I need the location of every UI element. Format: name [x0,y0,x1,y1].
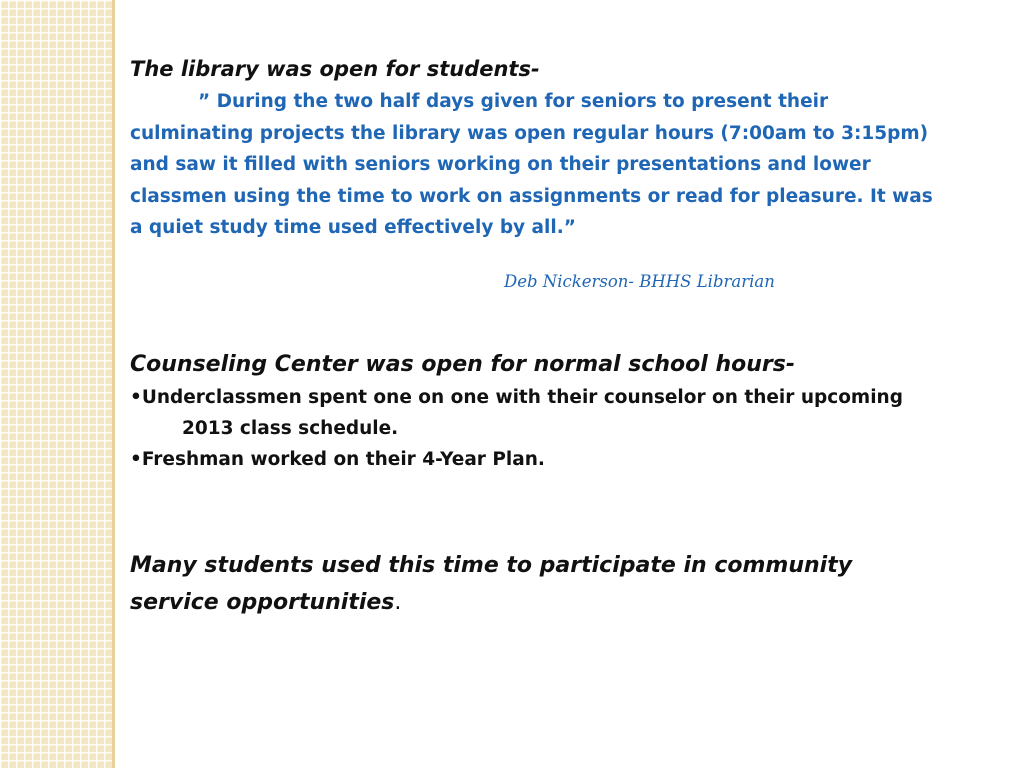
counseling-bullet-underclassmen: •Underclassmen spent one on one with their counselor on their upcoming [130,386,903,408]
side-pattern-edge [112,0,115,768]
counseling-bullet-underclassmen-continued: 2013 class schedule. [182,417,399,439]
library-heading: The library was open for students- [130,57,540,81]
community-service-period: . [394,589,402,615]
community-service-text: Many students used this time to participate in community service opportunities [130,552,853,615]
slide-content [130,52,940,621]
librarian-attribution: Deb Nickerson- BHHS Librarian [504,271,775,291]
counseling-heading: Counseling Center was open for normal school hours- [130,351,795,377]
librarian-quote: ” During the two half days given for seniors to present their culminating projects the library was open regular hours (7:00am to 3:15pm) and saw it filled with seniors working on their presentations and lower classmen using the time to work on assignments or read for pleasure. It was a quiet study time used effectively by all.” [130,91,933,238]
counseling-bullet-freshman: •Freshman worked on their 4-Year Plan. [130,448,545,470]
community-service-heading [130,547,940,621]
decorative-side-pattern [0,0,112,768]
